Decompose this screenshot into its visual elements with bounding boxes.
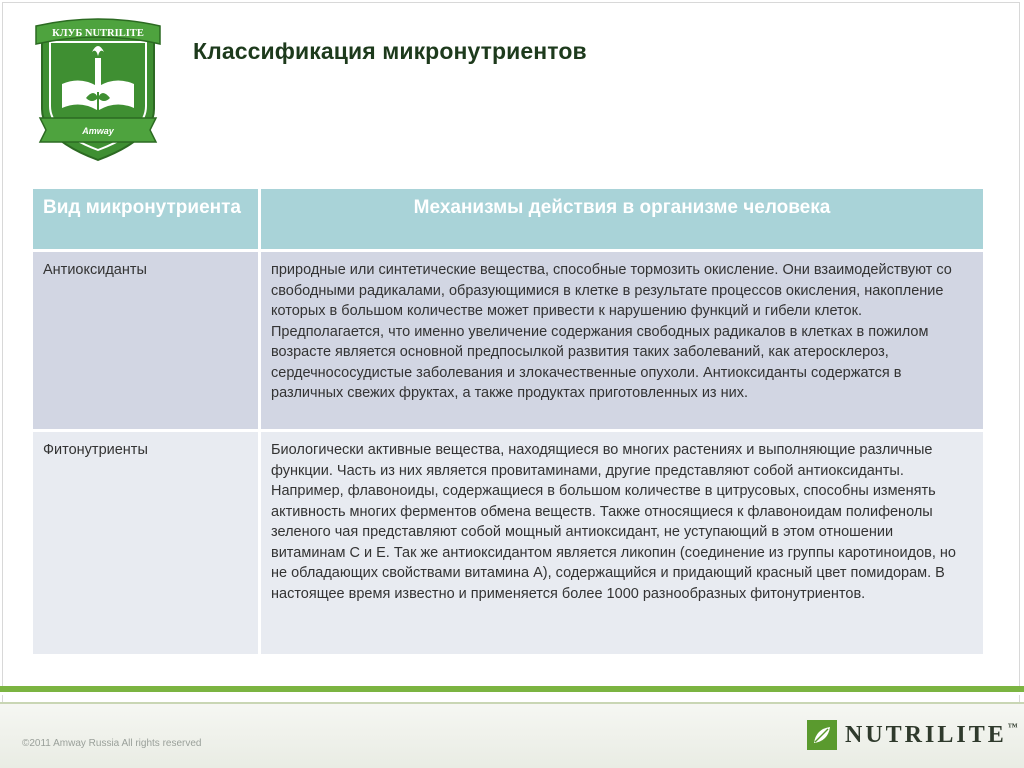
table-header-row: [33, 189, 983, 249]
row-name-antioxidants: Антиоксиданты: [33, 249, 261, 429]
footer-accent-gap: [0, 692, 1024, 695]
trademark-mark: ™: [1007, 721, 1021, 733]
row-name-phytonutrients: Фитонутриенты: [33, 429, 261, 654]
nutrilite-brand: [807, 719, 1021, 751]
row-description-phytonutrients: Биологически активные вещества, находящиеся во многих растениях и выполняющие различные функции. Часть из них является провитаминами, другие представляют собой антиоксиданты. Например, флавоноиды, содержащиеся в большом количестве в цитрусовых, способны изменять активность многих ферментов обмена веществ. Также относящиеся к флавоноидам полифенолы зеленого чая представляют собой мощный антиоксидант, не уступающий в этом отношении витаминам С и Е. Так же антиоксидантом является ликопин (соединение из группы каротиноидов, но не обладающих свойствами витамина А), содержащийся и придающий красный цвет помидорам. В настоящее время известно и применяется более 1000 разнообразных фитонутриентов.: [261, 429, 983, 654]
leaf-icon: [807, 720, 837, 750]
column-header-type: Вид микронутриента: [33, 189, 261, 249]
column-header-mechanism: Механизмы действия в организме человека: [261, 189, 983, 249]
club-nutrilite-logo: [34, 14, 162, 164]
table-row: [33, 429, 983, 654]
brand-name: NUTRILITE™: [845, 721, 1021, 748]
copyright-text: ©2011 Amway Russia All rights reserved: [22, 738, 202, 749]
logo-bottom-text: Amway: [82, 126, 114, 136]
footer-divider: [0, 702, 1024, 704]
micronutrient-table: [33, 189, 983, 654]
table-row: [33, 249, 983, 429]
row-description-antioxidants: природные или синтетические вещества, способные тормозить окисление. Они взаимодействуют со свободными радикалами, образующимися в клетке в результате процессов окисления, накопление которых в большом количестве может привести к нарушению функций и гибели клеток. Предполагается, что именно увеличение содержания свободных радикалов в клетках в пожилом возрасте является основной предпосылкой развития таких заболеваний, как атеросклероз, сердечнососудистые заболевания и злокачественные опухоли. Антиоксиданты содержатся в различных свежих фруктах, а также продуктах приготовленных из них.: [261, 249, 983, 429]
page-title: Классификация микронутриентов: [193, 38, 587, 64]
logo-top-text: КЛУБ NUTRILITE: [52, 28, 144, 39]
